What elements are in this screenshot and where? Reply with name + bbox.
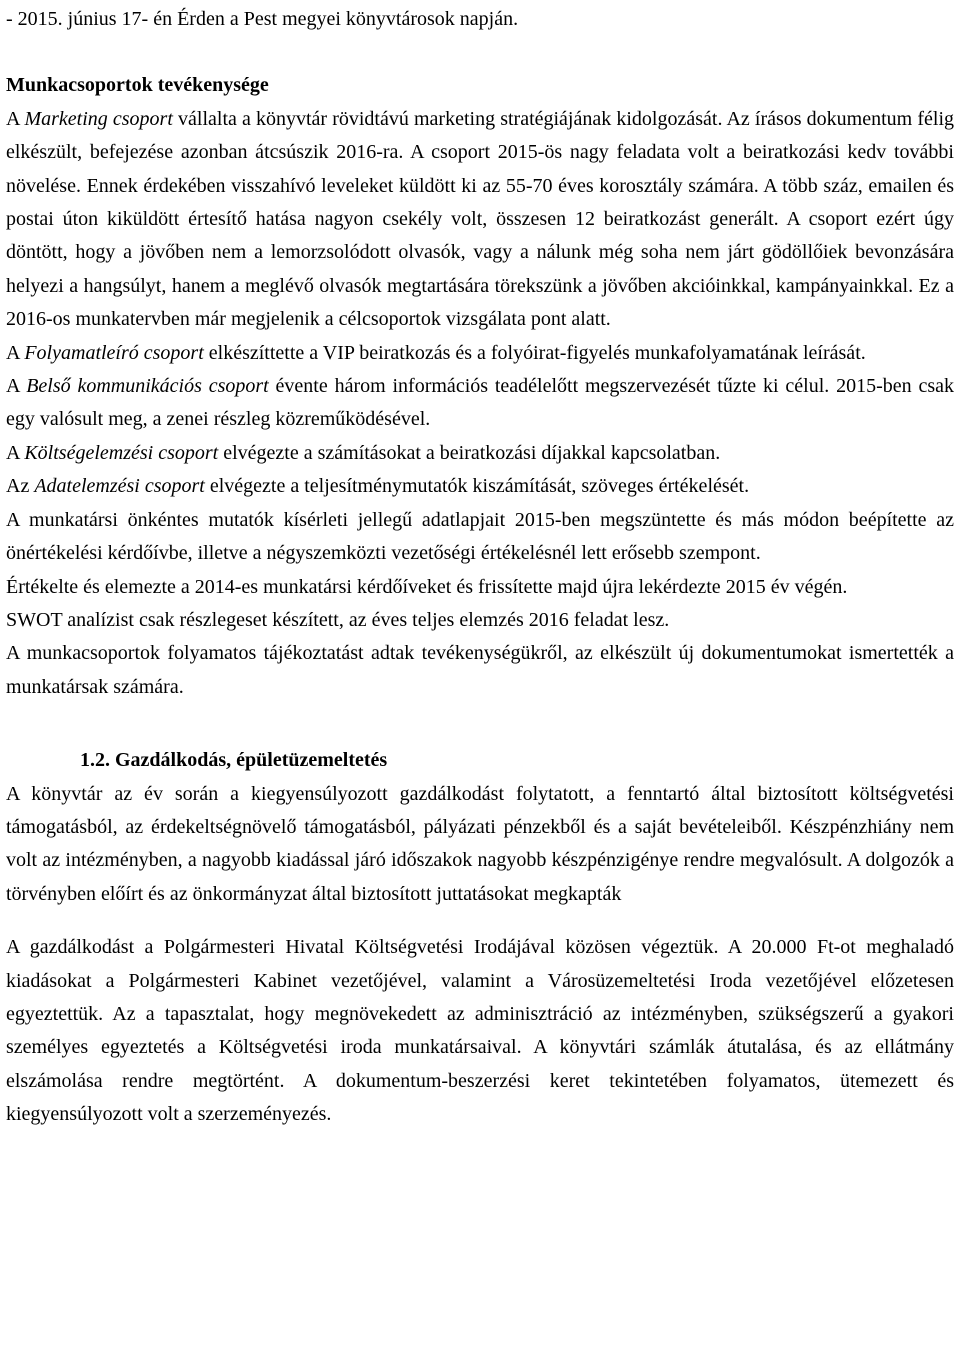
paragraph-questionnaires: Értékelte és elemezte a 2014-es munkatársi kérdőíveket és frissítette majd újra lekérdezte 2015 év végén. xyxy=(6,575,848,598)
paragraph-text: elvégezte a számításokat a beiratkozási díjakkal kapcsolatban. xyxy=(218,441,721,464)
paragraph-marketing-group xyxy=(6,103,954,337)
paragraph-data-group xyxy=(6,470,954,503)
paragraph-text: A xyxy=(6,341,25,364)
group-name-data: Adatelemzési csoport xyxy=(34,475,205,498)
group-name-internal-comm: Belső kommunikációs csoport xyxy=(26,375,269,398)
paragraph-swot: SWOT analízist csak részlegeset készített, az éves teljes elemzés 2016 feladat lesz. xyxy=(6,608,670,631)
group-name-marketing: Marketing csoport xyxy=(24,107,173,130)
spacer xyxy=(6,704,954,744)
spacer xyxy=(6,911,954,931)
document-page xyxy=(6,3,954,1132)
group-name-process: Folyamatleíró csoport xyxy=(24,341,204,364)
paragraph-process-group xyxy=(6,337,954,370)
group-name-cost: Költségelemzési csoport xyxy=(24,441,219,464)
paragraph-text: vállalta a könyvtár rövidtávú marketing stratégiájának kidolgozását. Az írásos dokumentum félig elkészült, befejezése azonban átcsúszik 2016-ra. A csoport 2015-ös nagy feladata volt a beiratkozási kedv további növelése. Ennek érdekében visszahívó leveleket küldött ki az 55-70 éves korosztály számára. A több száz, emailen és postai úton kiküldött értesítő hatása nagyon csekély volt, összesen 12 beiratkozást generált. A csoport ezért úgy döntött, hogy a jövőben nem a lemorzsolódott olvasók, vagy a nálunk még soha nem járt gödöllőiek bevonzására helyezi a hangsúlyt, hanem a meglévő olvasók megtartására törekszünk a jövőben akcióinkkal, kampányainkkal. Ez a 2016-os munkatervben már megjelenik a célcsoportok vizsgálata pont alatt. xyxy=(6,107,955,331)
paragraph-text: A xyxy=(6,375,27,398)
paragraph-finance-overview: A könyvtár az év során a kiegyensúlyozott gazdálkodást folytatott, a fenntartó által biztosított költségvetési támogatásból, az érdekeltségnövelő támogatásból, pályázati pénzekből és a saját bevételeiből. Készpénzhiány nem volt az intézményben, a nagyobb kiadással járó időszakok nagyobb készpénzigénye rendre megvalósult. A dolgozók a törvényben előírt és az önkormányzat által biztosított juttatásokat megkapták xyxy=(6,782,954,905)
paragraph-internal-comm-group xyxy=(6,370,954,437)
paragraph-text: elvégezte a teljesítménymutatók kiszámítását, szöveges értékelését. xyxy=(204,475,750,498)
section-heading-finance xyxy=(6,744,954,777)
section-heading-workgroups: Munkacsoportok tevékenysége xyxy=(6,74,269,97)
intro-line: - 2015. június 17- én Érden a Pest megyei könyvtárosok napján. xyxy=(6,8,519,30)
paragraph-text: A xyxy=(6,441,25,464)
paragraph-text: elkészíttette a VIP beiratkozás és a folyóirat-figyelés munkafolyamatának leírását. xyxy=(203,341,866,364)
paragraph-text: Az xyxy=(6,475,35,498)
spacer xyxy=(6,36,954,69)
section-title: Gazdálkodás, épületüzemeltetés xyxy=(115,749,388,772)
section-number: 1.2. xyxy=(80,749,110,772)
paragraph-volunteer-indicators: A munkatársi önkéntes mutatók kísérleti jellegű adatlapjait 2015-ben megszüntette és más módon beépítette az önértékelési kérdőívbe, illetve a négyszemközti vezetőségi értékelésnél lett erősebb szempont. xyxy=(6,508,954,565)
paragraph-workgroup-info: A munkacsoportok folyamatos tájékoztatást adtak tevékenységükről, az elkészült új dokumentumokat ismertették a munkatársak számára. xyxy=(6,642,954,698)
paragraph-finance-cooperation: A gazdálkodást a Polgármesteri Hivatal Költségvetési Irodájával közösen végeztük. A 20.000 Ft-ot meghaladó kiadásokat a Polgármesteri Kabinet vezetőjével, valamint a Városüzemeltetési Iroda vezetőjével előzetesen egyeztettük. Az a tapasztalat, hogy megnövekedett az adminisztráció az intézményben, szükségszerű a gyakori személyes egyeztetés a Költségvetési iroda munkatársaival. A könyvtári számlák átutalása, és az ellátmány elszámolása rendre megtörtént. A dokumentum-beszerzési keret tekintetében folyamatos, ütemezett és kiegyensúlyozott volt a szerzeményezés. xyxy=(6,936,954,1126)
paragraph-text: A xyxy=(6,107,25,130)
paragraph-cost-group xyxy=(6,437,954,470)
paragraph-text: évente három információs teadélelőtt megszervezését tűzte ki célul. 2015-ben csak egy valósult meg, a zenei részleg közreműködésével. xyxy=(6,375,955,431)
